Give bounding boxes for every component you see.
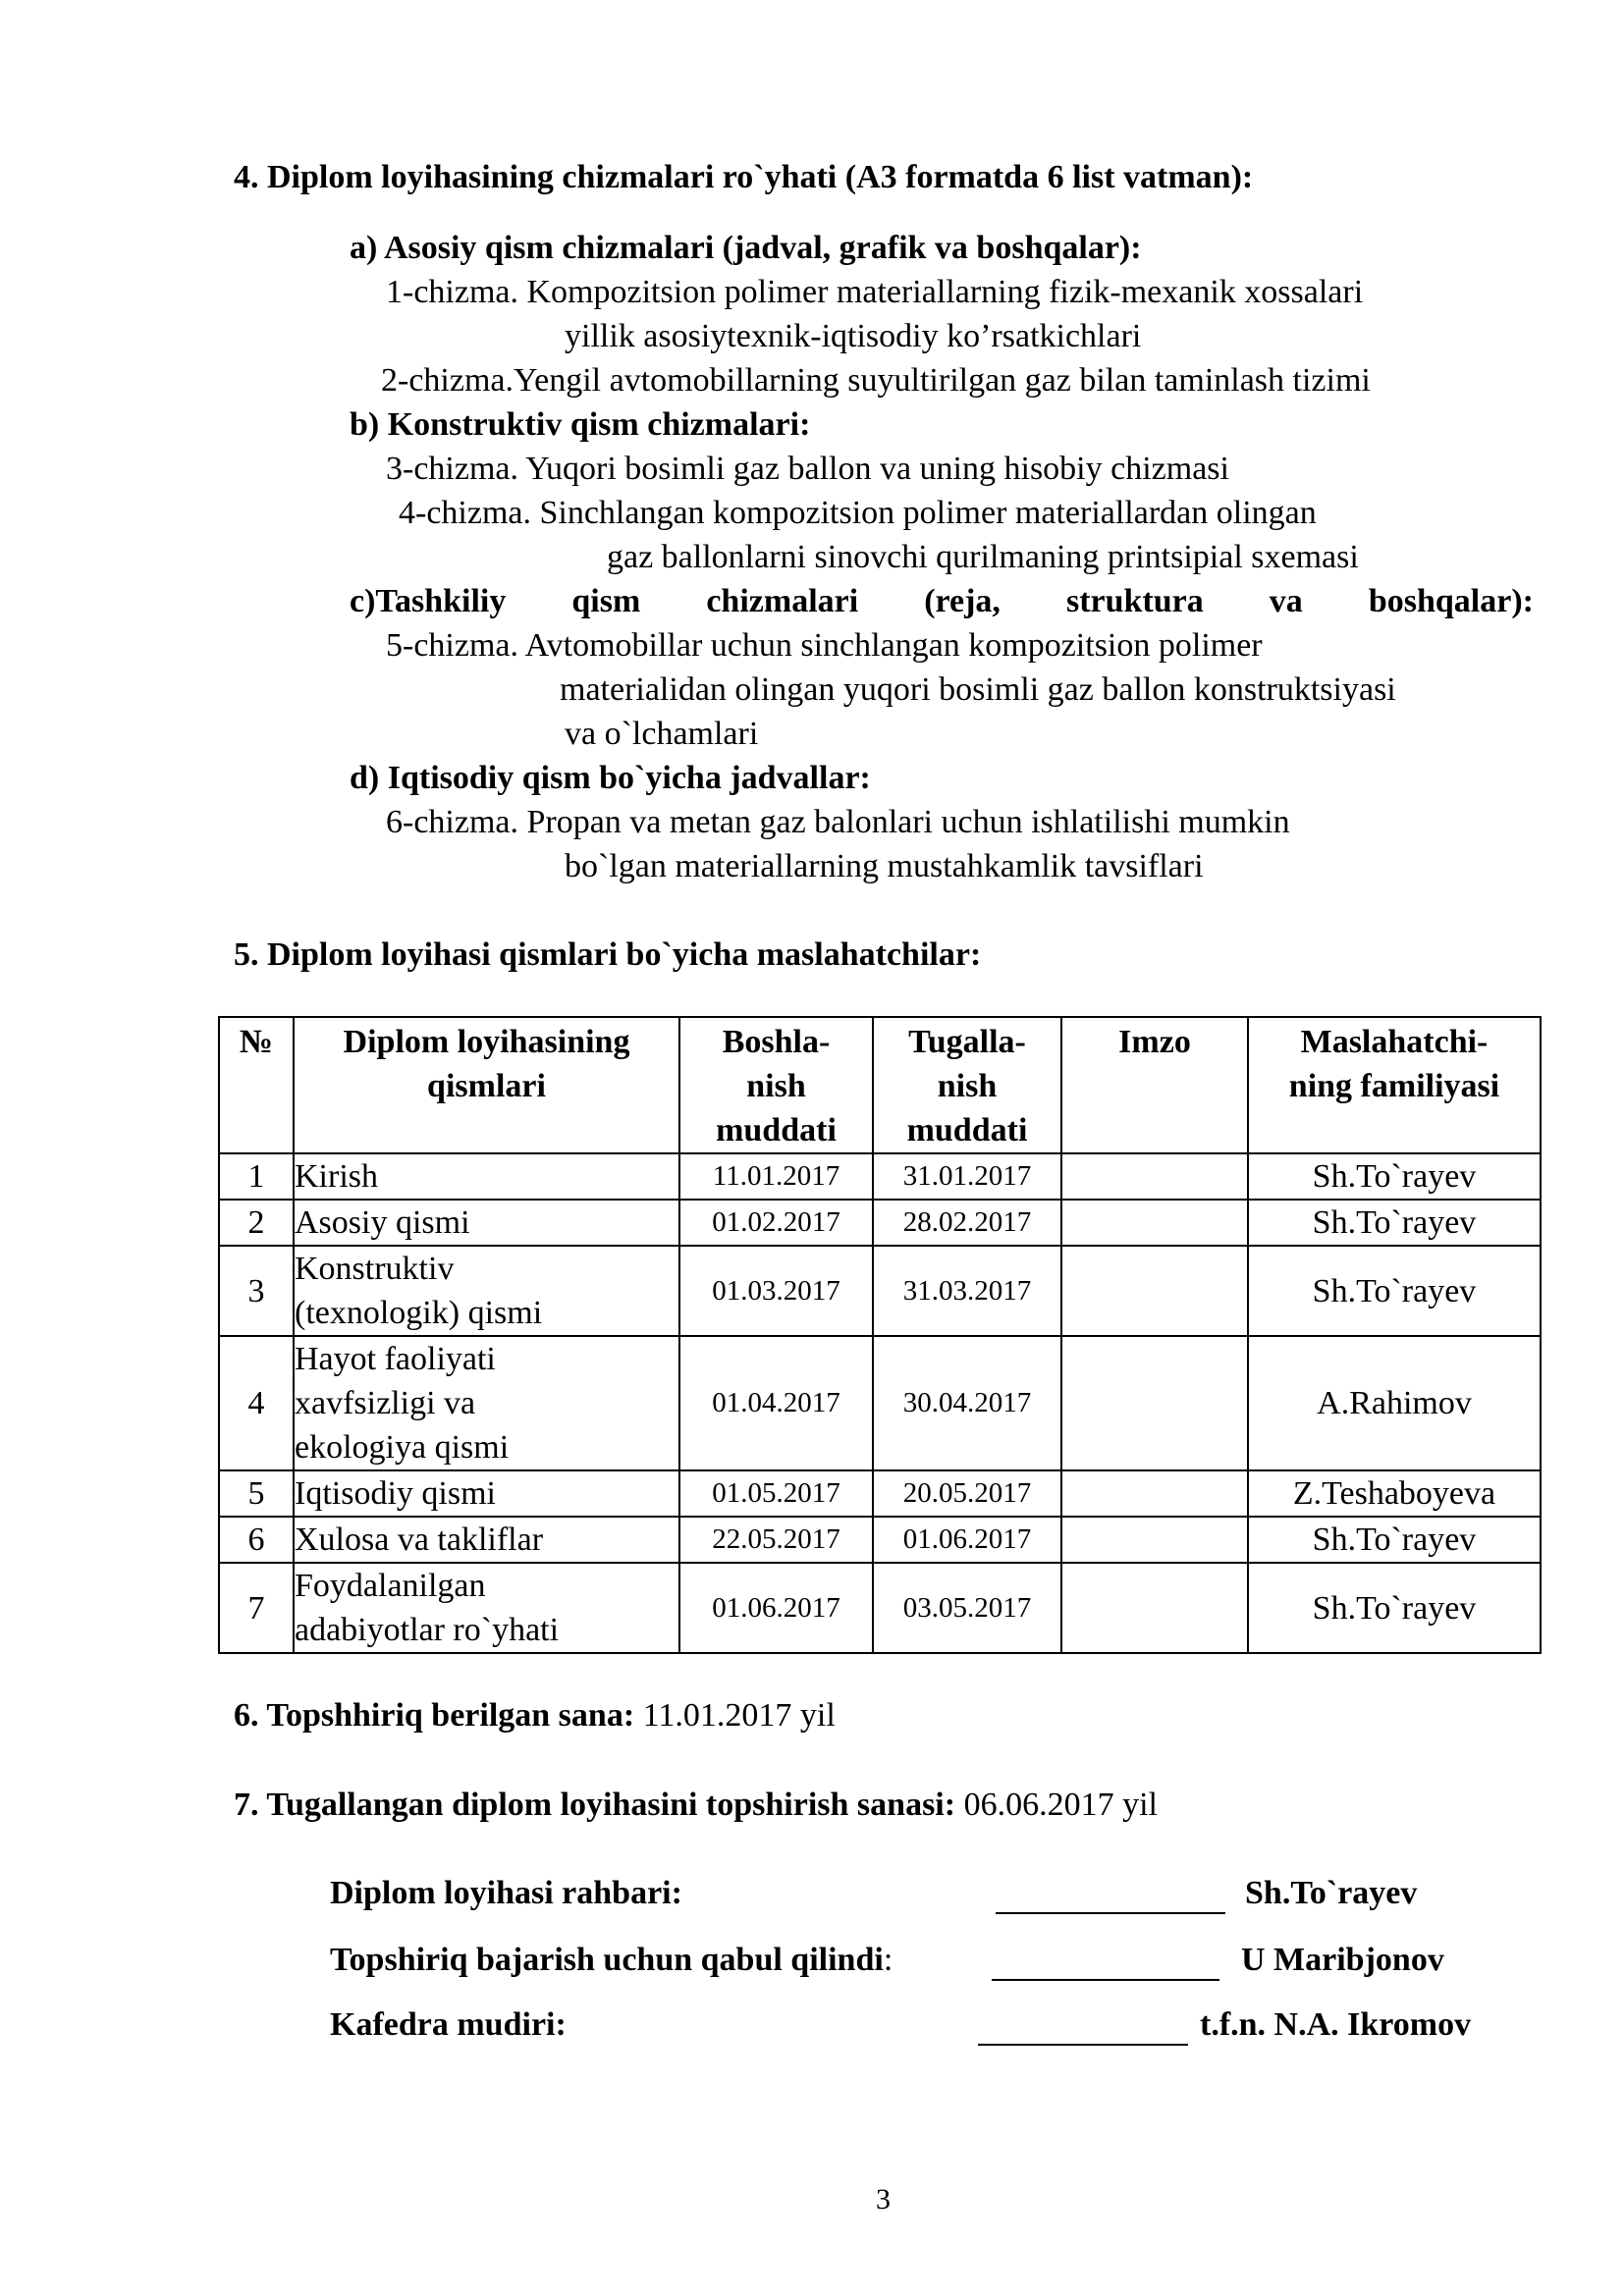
header-start-date: Boshla- nish muddati <box>679 1017 873 1153</box>
row-advisor: Sh.To`rayev <box>1248 1517 1541 1563</box>
row-end-date: 30.04.2017 <box>873 1336 1061 1470</box>
row-start-date: 01.03.2017 <box>679 1246 873 1336</box>
head-label: Kafedra mudiri: <box>330 2006 567 2043</box>
row-start-date: 11.01.2017 <box>679 1153 873 1200</box>
row-end-date: 20.05.2017 <box>873 1470 1061 1517</box>
row-advisor: Sh.To`rayev <box>1248 1246 1541 1336</box>
advisors-table <box>218 1016 1542 1654</box>
head-signature-line <box>978 2014 1188 2046</box>
c-heading-word: chizmalari <box>706 583 859 619</box>
row-number: 6 <box>219 1517 294 1563</box>
row-start-date: 01.02.2017 <box>679 1200 873 1246</box>
row-signature <box>1061 1153 1248 1200</box>
row-part: Asosiy qismi <box>294 1200 679 1246</box>
accepted-label: Topshiriq bajarish uchun qabul qilindi <box>330 1942 884 1978</box>
drawings-c-heading <box>350 579 1534 623</box>
row-signature <box>1061 1517 1248 1563</box>
drawings-a-heading: a) Asosiy qism chizmalari (jadval, grafik va boshqalar): <box>350 230 1142 266</box>
row-number: 2 <box>219 1200 294 1246</box>
assignment-date-label: 6. Topshhiriq berilgan sana: <box>234 1697 635 1734</box>
table-row <box>219 1517 1541 1563</box>
table-row <box>219 1153 1541 1200</box>
row-advisor: Sh.To`rayev <box>1248 1153 1541 1200</box>
submission-date-value: 06.06.2017 yil <box>955 1787 1158 1823</box>
row-end-date: 31.03.2017 <box>873 1246 1061 1336</box>
drawing-5-line-1: 5-chizma. Avtomobillar uchun sinchlangan kompozitsion polimer <box>386 627 1263 664</box>
accepted-signature-line <box>992 1949 1219 1981</box>
drawings-d-heading: d) Iqtisodiy qism bo`yicha jadvallar: <box>350 760 871 796</box>
section-6 <box>234 1693 836 1737</box>
table-row <box>219 1470 1541 1517</box>
row-end-date: 31.01.2017 <box>873 1153 1061 1200</box>
table-row <box>219 1246 1541 1336</box>
row-start-date: 01.04.2017 <box>679 1336 873 1470</box>
row-signature <box>1061 1470 1248 1517</box>
assignment-date-value: 11.01.2017 yil <box>634 1697 836 1734</box>
submission-date-label: 7. Tugallangan diplom loyihasini topshirish sanasi: <box>234 1787 956 1823</box>
section-4-heading: 4. Diplom loyihasining chizmalari ro`yhati (A3 formatda 6 list vatman): <box>234 159 1254 195</box>
row-number: 1 <box>219 1153 294 1200</box>
header-end-date: Tugalla- nish muddati <box>873 1017 1061 1153</box>
accepted-colon: : <box>883 1942 893 1978</box>
drawing-5-line-3: va o`lchamlari <box>565 716 759 752</box>
supervisor-name: Sh.To`rayev <box>1245 1875 1418 1911</box>
c-heading-word: (reja, <box>924 583 1001 619</box>
row-start-date: 01.05.2017 <box>679 1470 873 1517</box>
row-part: Foydalanilgan adabiyotlar ro`yhati <box>294 1563 679 1653</box>
row-end-date: 28.02.2017 <box>873 1200 1061 1246</box>
drawing-4-line-1: 4-chizma. Sinchlangan kompozitsion polimer materiallardan olingan <box>399 495 1317 531</box>
row-part: Konstruktiv (texnologik) qismi <box>294 1246 679 1336</box>
header-part: Diplom loyihasining qismlari <box>294 1017 679 1153</box>
table-row <box>219 1336 1541 1470</box>
row-advisor: Sh.To`rayev <box>1248 1563 1541 1653</box>
row-number: 3 <box>219 1246 294 1336</box>
row-part: Iqtisodiy qismi <box>294 1470 679 1517</box>
drawing-1-line-1: 1-chizma. Kompozitsion polimer materiallarning fizik-mexanik xossalari <box>386 274 1364 310</box>
row-number: 7 <box>219 1563 294 1653</box>
supervisor-label: Diplom loyihasi rahbari: <box>330 1875 682 1911</box>
header-number: № <box>219 1017 294 1153</box>
row-part: Xulosa va takliflar <box>294 1517 679 1563</box>
row-number: 4 <box>219 1336 294 1470</box>
row-advisor: Z.Teshaboyeva <box>1248 1470 1541 1517</box>
drawings-b-heading: b) Konstruktiv qism chizmalari: <box>350 406 811 443</box>
head-name: t.f.n. N.A. Ikromov <box>1200 2006 1472 2043</box>
table-row <box>219 1200 1541 1246</box>
accepted-label-line <box>330 1938 893 1982</box>
c-heading-word: struktura <box>1065 583 1204 619</box>
row-signature <box>1061 1336 1248 1470</box>
row-start-date: 22.05.2017 <box>679 1517 873 1563</box>
row-advisor: A.Rahimov <box>1248 1336 1541 1470</box>
drawing-2-line-1: 2-chizma.Yengil avtomobillarning suyultirilgan gaz bilan taminlash tizimi <box>381 362 1371 399</box>
drawing-6-line-1: 6-chizma. Propan va metan gaz balonlari uchun ishlatilishi mumkin <box>386 804 1290 840</box>
drawing-6-line-2: bo`lgan materiallarning mustahkamlik tavsiflari <box>565 848 1204 884</box>
drawing-4-line-2: gaz ballonlarni sinovchi qurilmaning printsipial sxemasi <box>607 539 1359 575</box>
supervisor-signature-line <box>996 1883 1225 1914</box>
drawing-1-line-2: yillik asosiytexnik-iqtisodiy ko’rsatkichlari <box>565 318 1142 354</box>
table-header-row <box>219 1017 1541 1153</box>
c-heading-word: qism <box>571 583 641 619</box>
drawing-3-line-1: 3-chizma. Yuqori bosimli gaz ballon va uning hisobiy chizmasi <box>386 451 1229 487</box>
row-end-date: 01.06.2017 <box>873 1517 1061 1563</box>
row-number: 5 <box>219 1470 294 1517</box>
c-heading-word: c)Tashkiliy <box>350 583 507 619</box>
header-signature: Imzo <box>1061 1017 1248 1153</box>
row-start-date: 01.06.2017 <box>679 1563 873 1653</box>
page-number: 3 <box>876 2183 891 2216</box>
row-signature <box>1061 1246 1248 1336</box>
drawing-5-line-2: materialidan olingan yuqori bosimli gaz ballon konstruktsiyasi <box>560 671 1396 708</box>
c-heading-word: boshqalar): <box>1368 583 1534 619</box>
row-end-date: 03.05.2017 <box>873 1563 1061 1653</box>
section-7 <box>234 1783 1158 1827</box>
row-advisor: Sh.To`rayev <box>1248 1200 1541 1246</box>
table-row <box>219 1563 1541 1653</box>
section-5-heading: 5. Diplom loyihasi qismlari bo`yicha maslahatchilar: <box>234 936 982 973</box>
c-heading-word: va <box>1269 583 1303 619</box>
row-signature <box>1061 1200 1248 1246</box>
header-advisor: Maslahatchi- ning familiyasi <box>1248 1017 1541 1153</box>
row-part: Kirish <box>294 1153 679 1200</box>
row-part: Hayot faoliyati xavfsizligi va ekologiya qismi <box>294 1336 679 1470</box>
accepted-name: U Maribjonov <box>1241 1942 1444 1978</box>
row-signature <box>1061 1563 1248 1653</box>
